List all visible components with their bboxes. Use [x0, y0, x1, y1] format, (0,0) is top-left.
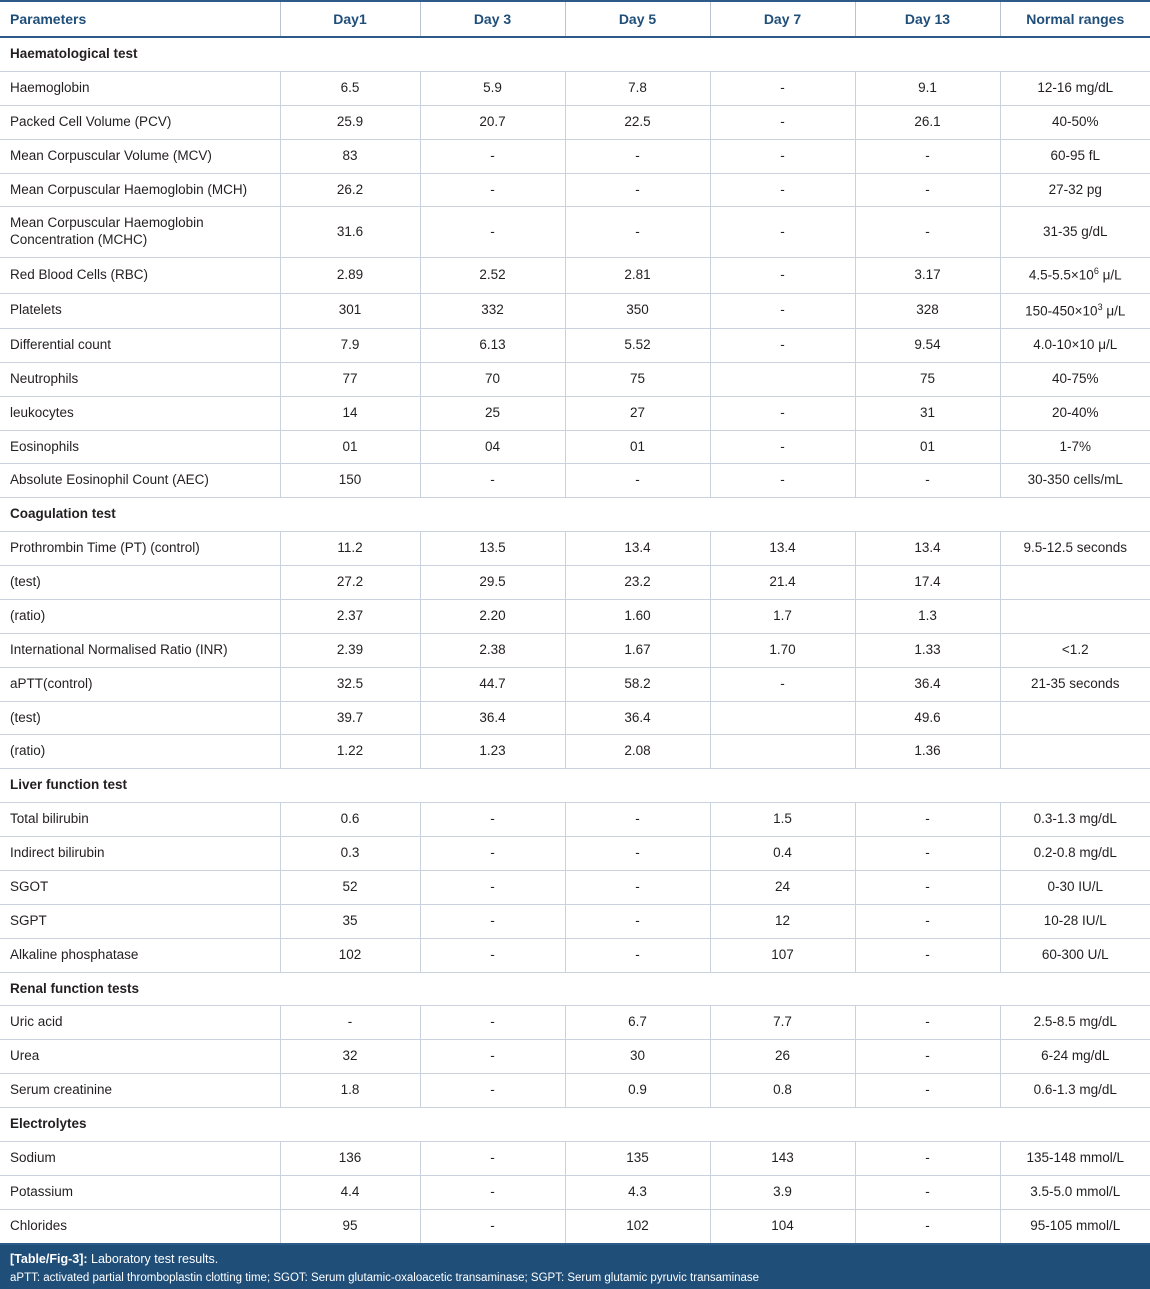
cell-parameter: SGOT — [0, 870, 280, 904]
cell-value: 31.6 — [280, 207, 420, 258]
cell-value: 39.7 — [280, 701, 420, 735]
cell-value: - — [420, 870, 565, 904]
cell-value: - — [420, 1175, 565, 1209]
cell-value: 01 — [855, 430, 1000, 464]
cell-value: 32.5 — [280, 667, 420, 701]
cell-normal-range: 135-148 mmol/L — [1000, 1141, 1150, 1175]
cell-normal-range: 21-35 seconds — [1000, 667, 1150, 701]
cell-value: 107 — [710, 938, 855, 972]
table-row — [0, 1040, 1150, 1074]
cell-value: 7.7 — [710, 1006, 855, 1040]
cell-value: - — [710, 139, 855, 173]
cell-value: - — [420, 173, 565, 207]
cell-value: 24 — [710, 870, 855, 904]
cell-value: 52 — [280, 870, 420, 904]
cell-value: 5.9 — [420, 71, 565, 105]
cell-value: 70 — [420, 362, 565, 396]
cell-value: 1.22 — [280, 735, 420, 769]
cell-normal-range: 20-40% — [1000, 396, 1150, 430]
table-row — [0, 207, 1150, 258]
table-body — [0, 37, 1150, 1244]
cell-value: 77 — [280, 362, 420, 396]
cell-parameter: (test) — [0, 701, 280, 735]
cell-value: 20.7 — [420, 105, 565, 139]
cell-normal-range: 40-75% — [1000, 362, 1150, 396]
cell-normal-range: 40-50% — [1000, 105, 1150, 139]
cell-parameter: leukocytes — [0, 396, 280, 430]
table-row — [0, 837, 1150, 871]
table-row — [0, 938, 1150, 972]
cell-parameter: Potassium — [0, 1175, 280, 1209]
cell-value: 2.81 — [565, 258, 710, 293]
section-label: Coagulation test — [0, 498, 1150, 532]
cell-normal-range: 1-7% — [1000, 430, 1150, 464]
table-row — [0, 1141, 1150, 1175]
cell-value: 27.2 — [280, 566, 420, 600]
cell-value — [710, 735, 855, 769]
table-row — [0, 1006, 1150, 1040]
cell-value: 3.17 — [855, 258, 1000, 293]
cell-value: 7.9 — [280, 328, 420, 362]
column-header-day13: Day 13 — [855, 1, 1000, 37]
cell-normal-range: 2.5-8.5 mg/dL — [1000, 1006, 1150, 1040]
caption-footnote: aPTT: activated partial thromboplastin clotting time; SGOT: Serum glutamic-oxaloacetic transaminase; SGPT: Serum glutamic pyruvic transaminase — [10, 1268, 1140, 1287]
table-row — [0, 701, 1150, 735]
cell-value: - — [420, 1074, 565, 1108]
cell-value: - — [420, 803, 565, 837]
cell-value: 6.5 — [280, 71, 420, 105]
cell-value: 75 — [565, 362, 710, 396]
cell-value: 12 — [710, 904, 855, 938]
column-header-normal-ranges: Normal ranges — [1000, 1, 1150, 37]
cell-value: 23.2 — [565, 566, 710, 600]
cell-parameter: Alkaline phosphatase — [0, 938, 280, 972]
table-row — [0, 735, 1150, 769]
cell-normal-range: 31-35 g/dL — [1000, 207, 1150, 258]
cell-normal-range: 4.0-10×10 μ/L — [1000, 328, 1150, 362]
table-row — [0, 1175, 1150, 1209]
cell-value: 0.9 — [565, 1074, 710, 1108]
cell-value: - — [565, 207, 710, 258]
cell-value: 104 — [710, 1209, 855, 1243]
cell-value: 83 — [280, 139, 420, 173]
cell-value: 13.4 — [855, 532, 1000, 566]
cell-value: - — [565, 837, 710, 871]
caption-title: Laboratory test results. — [91, 1252, 218, 1266]
cell-value: 44.7 — [420, 667, 565, 701]
cell-value: 25 — [420, 396, 565, 430]
cell-normal-range: 60-300 U/L — [1000, 938, 1150, 972]
cell-normal-range: 12-16 mg/dL — [1000, 71, 1150, 105]
cell-value: 36.4 — [565, 701, 710, 735]
cell-parameter: aPTT(control) — [0, 667, 280, 701]
cell-value: 1.33 — [855, 633, 1000, 667]
cell-normal-range: 9.5-12.5 seconds — [1000, 532, 1150, 566]
table-section-row — [0, 498, 1150, 532]
table-row — [0, 293, 1150, 328]
cell-value: 6.7 — [565, 1006, 710, 1040]
cell-value: - — [855, 139, 1000, 173]
cell-value: 1.36 — [855, 735, 1000, 769]
cell-value: 25.9 — [280, 105, 420, 139]
cell-value: - — [420, 1006, 565, 1040]
cell-value: 4.3 — [565, 1175, 710, 1209]
cell-normal-range: 0.2-0.8 mg/dL — [1000, 837, 1150, 871]
cell-value: 0.6 — [280, 803, 420, 837]
cell-value: 58.2 — [565, 667, 710, 701]
cell-normal-range: 30-350 cells/mL — [1000, 464, 1150, 498]
cell-value: 75 — [855, 362, 1000, 396]
cell-value: 9.1 — [855, 71, 1000, 105]
table-row — [0, 328, 1150, 362]
cell-value: 3.9 — [710, 1175, 855, 1209]
cell-value: 26.1 — [855, 105, 1000, 139]
cell-value: 136 — [280, 1141, 420, 1175]
cell-value: - — [420, 464, 565, 498]
cell-value: 29.5 — [420, 566, 565, 600]
cell-value: 22.5 — [565, 105, 710, 139]
cell-value: 11.2 — [280, 532, 420, 566]
cell-value: - — [565, 938, 710, 972]
section-label: Haematological test — [0, 37, 1150, 71]
cell-value: - — [710, 71, 855, 105]
cell-value: - — [420, 207, 565, 258]
cell-parameter: Uric acid — [0, 1006, 280, 1040]
cell-value: - — [855, 904, 1000, 938]
cell-value: - — [855, 1006, 1000, 1040]
cell-value: 49.6 — [855, 701, 1000, 735]
cell-value — [710, 701, 855, 735]
cell-value: 2.37 — [280, 599, 420, 633]
cell-value: 2.20 — [420, 599, 565, 633]
cell-value: 1.60 — [565, 599, 710, 633]
cell-normal-range: 60-95 fL — [1000, 139, 1150, 173]
table-row — [0, 396, 1150, 430]
column-header-day5: Day 5 — [565, 1, 710, 37]
cell-normal-range: 3.5-5.0 mmol/L — [1000, 1175, 1150, 1209]
cell-value: - — [710, 667, 855, 701]
cell-normal-range: 10-28 IU/L — [1000, 904, 1150, 938]
cell-value: 1.3 — [855, 599, 1000, 633]
cell-value: - — [855, 938, 1000, 972]
cell-value: 1.8 — [280, 1074, 420, 1108]
table-section-row — [0, 972, 1150, 1006]
cell-value: 102 — [280, 938, 420, 972]
section-label: Electrolytes — [0, 1108, 1150, 1142]
column-header-day3: Day 3 — [420, 1, 565, 37]
table-row — [0, 258, 1150, 293]
cell-value: 1.67 — [565, 633, 710, 667]
cell-parameter: Prothrombin Time (PT) (control) — [0, 532, 280, 566]
cell-parameter: Differential count — [0, 328, 280, 362]
cell-value: - — [710, 430, 855, 464]
cell-value: - — [565, 139, 710, 173]
cell-value: 17.4 — [855, 566, 1000, 600]
cell-parameter: Neutrophils — [0, 362, 280, 396]
cell-value: - — [855, 464, 1000, 498]
cell-normal-range — [1000, 735, 1150, 769]
cell-parameter: Mean Corpuscular Volume (MCV) — [0, 139, 280, 173]
cell-normal-range: $4.5-5.5\times 10^6$ μ/L — [1000, 258, 1150, 293]
cell-value: 135 — [565, 1141, 710, 1175]
cell-value: - — [420, 1141, 565, 1175]
cell-value: 21.4 — [710, 566, 855, 600]
cell-value: 1.7 — [710, 599, 855, 633]
table-row — [0, 803, 1150, 837]
cell-normal-range: $150-450\times 10^3$ μ/L — [1000, 293, 1150, 328]
cell-normal-range: 0.6-1.3 mg/dL — [1000, 1074, 1150, 1108]
cell-value: 13.4 — [565, 532, 710, 566]
cell-normal-range — [1000, 701, 1150, 735]
cell-parameter: (test) — [0, 566, 280, 600]
cell-value: 2.39 — [280, 633, 420, 667]
cell-parameter: Indirect bilirubin — [0, 837, 280, 871]
table-section-row — [0, 769, 1150, 803]
cell-normal-range: 95-105 mmol/L — [1000, 1209, 1150, 1243]
column-header-day7: Day 7 — [710, 1, 855, 37]
cell-normal-range: 27-32 pg — [1000, 173, 1150, 207]
cell-value: 2.08 — [565, 735, 710, 769]
cell-value: 0.4 — [710, 837, 855, 871]
table-row — [0, 1074, 1150, 1108]
cell-value: - — [855, 870, 1000, 904]
cell-parameter: Haemoglobin — [0, 71, 280, 105]
cell-parameter: Eosinophils — [0, 430, 280, 464]
cell-value: - — [280, 1006, 420, 1040]
cell-value: - — [855, 1074, 1000, 1108]
cell-value: 328 — [855, 293, 1000, 328]
cell-parameter: Platelets — [0, 293, 280, 328]
cell-parameter: Urea — [0, 1040, 280, 1074]
cell-value: - — [710, 293, 855, 328]
cell-normal-range: 6-24 mg/dL — [1000, 1040, 1150, 1074]
table-caption — [0, 1245, 1150, 1289]
table-row — [0, 566, 1150, 600]
cell-value: 31 — [855, 396, 1000, 430]
cell-value: 30 — [565, 1040, 710, 1074]
cell-value: - — [855, 173, 1000, 207]
cell-parameter: Chlorides — [0, 1209, 280, 1243]
cell-value: 35 — [280, 904, 420, 938]
cell-value: - — [855, 803, 1000, 837]
table-row — [0, 464, 1150, 498]
cell-value: 1.5 — [710, 803, 855, 837]
cell-value: - — [855, 1141, 1000, 1175]
table-row — [0, 362, 1150, 396]
cell-normal-range: <1.2 — [1000, 633, 1150, 667]
cell-value: - — [420, 1209, 565, 1243]
cell-value: 0.3 — [280, 837, 420, 871]
table-row — [0, 904, 1150, 938]
cell-parameter: Packed Cell Volume (PCV) — [0, 105, 280, 139]
cell-value: 1.23 — [420, 735, 565, 769]
cell-value: 01 — [565, 430, 710, 464]
cell-value: - — [420, 1040, 565, 1074]
cell-value: 0.8 — [710, 1074, 855, 1108]
table-row — [0, 870, 1150, 904]
table-row — [0, 139, 1150, 173]
cell-value: 102 — [565, 1209, 710, 1243]
cell-value: - — [565, 464, 710, 498]
cell-value: 2.89 — [280, 258, 420, 293]
cell-value: 6.13 — [420, 328, 565, 362]
section-label: Renal function tests — [0, 972, 1150, 1006]
cell-value: 27 — [565, 396, 710, 430]
cell-parameter: (ratio) — [0, 599, 280, 633]
cell-value: 1.70 — [710, 633, 855, 667]
cell-value: 01 — [280, 430, 420, 464]
cell-value — [710, 362, 855, 396]
cell-normal-range — [1000, 566, 1150, 600]
cell-value: - — [855, 1175, 1000, 1209]
cell-parameter: Absolute Eosinophil Count (AEC) — [0, 464, 280, 498]
cell-value: - — [420, 837, 565, 871]
cell-parameter: Red Blood Cells (RBC) — [0, 258, 280, 293]
cell-value: - — [420, 938, 565, 972]
cell-value: - — [710, 258, 855, 293]
cell-value: 13.5 — [420, 532, 565, 566]
table-row — [0, 71, 1150, 105]
table-row — [0, 173, 1150, 207]
cell-normal-range: 0.3-1.3 mg/dL — [1000, 803, 1150, 837]
cell-value: - — [855, 837, 1000, 871]
cell-value: - — [710, 464, 855, 498]
cell-parameter: Sodium — [0, 1141, 280, 1175]
cell-value: 5.52 — [565, 328, 710, 362]
cell-value: - — [420, 139, 565, 173]
cell-value: - — [565, 173, 710, 207]
cell-value: - — [855, 1040, 1000, 1074]
cell-value: 36.4 — [420, 701, 565, 735]
table-row — [0, 430, 1150, 464]
cell-value: - — [420, 904, 565, 938]
cell-value: 26.2 — [280, 173, 420, 207]
cell-value: 4.4 — [280, 1175, 420, 1209]
cell-value: 301 — [280, 293, 420, 328]
cell-value: 143 — [710, 1141, 855, 1175]
cell-parameter: Mean Corpuscular Haemoglobin Concentration (MCHC) — [0, 207, 280, 258]
section-label: Liver function test — [0, 769, 1150, 803]
cell-value: 2.38 — [420, 633, 565, 667]
cell-parameter: International Normalised Ratio (INR) — [0, 633, 280, 667]
table-section-row — [0, 37, 1150, 71]
caption-label: [Table/Fig-3]: — [10, 1252, 88, 1266]
cell-parameter: Mean Corpuscular Haemoglobin (MCH) — [0, 173, 280, 207]
cell-value: 332 — [420, 293, 565, 328]
cell-value: 04 — [420, 430, 565, 464]
cell-parameter: Total bilirubin — [0, 803, 280, 837]
cell-value: - — [565, 870, 710, 904]
cell-value: 14 — [280, 396, 420, 430]
cell-value: 95 — [280, 1209, 420, 1243]
cell-value: 350 — [565, 293, 710, 328]
cell-value: - — [565, 803, 710, 837]
table-row — [0, 633, 1150, 667]
cell-value: - — [855, 1209, 1000, 1243]
column-header-day1: Day1 — [280, 1, 420, 37]
cell-normal-range: 0-30 IU/L — [1000, 870, 1150, 904]
cell-value: - — [710, 328, 855, 362]
cell-value: - — [565, 904, 710, 938]
table-row — [0, 105, 1150, 139]
table-row — [0, 532, 1150, 566]
cell-value: 9.54 — [855, 328, 1000, 362]
cell-parameter: (ratio) — [0, 735, 280, 769]
cell-value: - — [710, 207, 855, 258]
cell-value: - — [710, 173, 855, 207]
cell-value: 32 — [280, 1040, 420, 1074]
column-header-parameters: Parameters — [0, 1, 280, 37]
cell-value: 150 — [280, 464, 420, 498]
cell-value: 2.52 — [420, 258, 565, 293]
cell-normal-range — [1000, 599, 1150, 633]
cell-value: 13.4 — [710, 532, 855, 566]
table-section-row — [0, 1108, 1150, 1142]
cell-value: - — [855, 207, 1000, 258]
table-header-row — [0, 1, 1150, 37]
cell-value: 36.4 — [855, 667, 1000, 701]
cell-parameter: SGPT — [0, 904, 280, 938]
cell-parameter: Serum creatinine — [0, 1074, 280, 1108]
table-header — [0, 1, 1150, 37]
table-row — [0, 599, 1150, 633]
cell-value: 7.8 — [565, 71, 710, 105]
cell-value: - — [710, 105, 855, 139]
table-row — [0, 1209, 1150, 1243]
cell-value: - — [710, 396, 855, 430]
cell-value: 26 — [710, 1040, 855, 1074]
table-row — [0, 667, 1150, 701]
